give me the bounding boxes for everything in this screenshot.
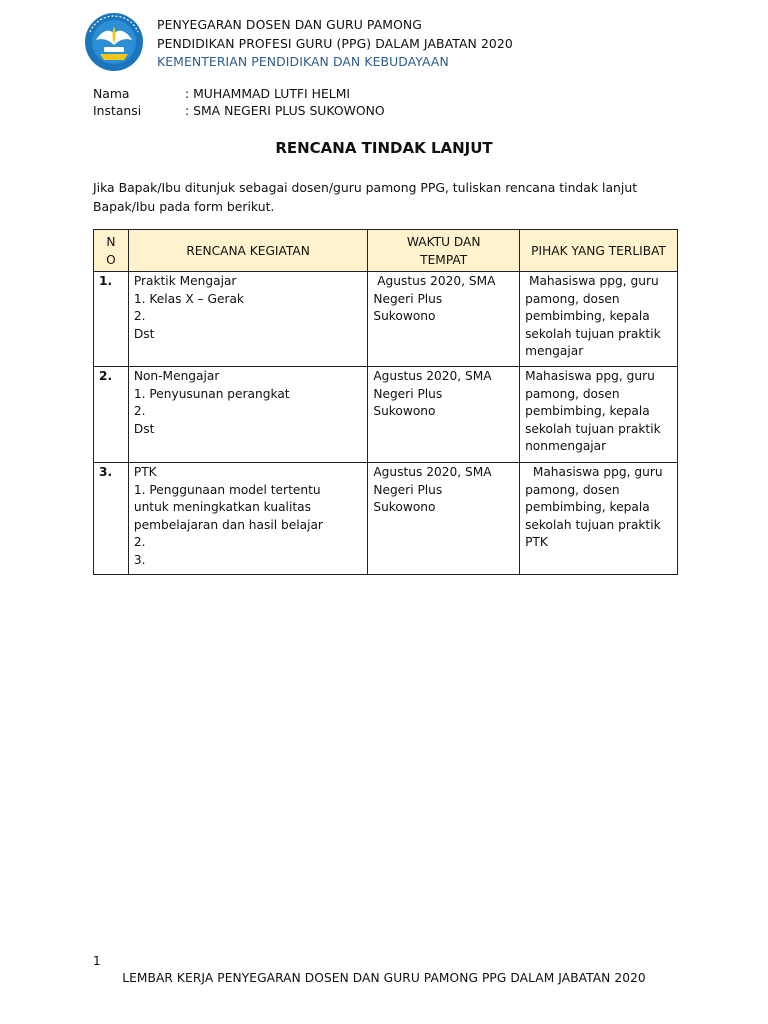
activity-cell-line: 1. Kelas X – Gerak — [133, 291, 244, 306]
header-ministry: KEMENTERIAN PENDIDIKAN DAN KEBUDAYAAN — [157, 54, 449, 69]
activity-cell — [128, 272, 367, 367]
header-no — [94, 230, 129, 272]
time-place-cell-line: Negeri Plus — [373, 291, 443, 306]
activity-cell-line: 1. Penggunaan model tertentu — [133, 482, 321, 497]
time-place-cell-line: Agustus 2020, SMA — [373, 274, 496, 288]
table-row — [94, 367, 678, 463]
parties-cell-line: pamong, dosen — [525, 386, 620, 401]
time-place-cell-line: Sukowono — [373, 309, 436, 324]
parties-cell-line: Mahasiswa ppg, guru — [525, 465, 663, 479]
header-time-place-line-2: TEMPAT — [420, 252, 468, 267]
identity-institution-row — [93, 103, 385, 118]
name-label: Nama — [93, 86, 130, 101]
header-line-1: PENYEGARAN DOSEN DAN GURU PAMONG — [157, 17, 422, 32]
institution-value: : SMA NEGERI PLUS SUKOWONO — [185, 103, 385, 118]
activity-cell — [128, 463, 367, 575]
time-place-cell — [368, 367, 520, 463]
parties-cell — [520, 272, 678, 367]
parties-cell-line: pembimbing, kepala — [525, 309, 650, 324]
parties-cell-line: nonmengajar — [525, 439, 607, 454]
activity-cell-line: 2. — [133, 309, 146, 324]
table-header-row — [94, 230, 678, 272]
time-place-cell — [368, 272, 520, 367]
parties-cell-line: pembimbing, kepala — [525, 500, 650, 515]
time-place-cell-line: Agustus 2020, SMA — [373, 369, 492, 383]
parties-cell — [520, 463, 678, 575]
parties-cell-line: sekolah tujuan praktik — [525, 326, 661, 341]
time-place-cell-line: Agustus 2020, SMA — [373, 465, 492, 479]
row-number: 2. — [94, 367, 129, 463]
time-place-cell-line: Sukowono — [373, 500, 436, 515]
activity-cell-line: Dst — [133, 326, 155, 341]
intro-paragraph: Jika Bapak/Ibu ditunjuk sebagai dosen/guru pamong PPG, tuliskan rencana tindak lanjut Bapak/Ibu pada form berikut. — [93, 180, 638, 214]
activity-cell-line: PTK — [133, 465, 157, 479]
footer-text: LEMBAR KERJA PENYEGARAN DOSEN DAN GURU PAMONG PPG DALAM JABATAN 2020 — [122, 971, 646, 985]
activity-cell-line: 1. Penyusunan perangkat — [133, 386, 290, 401]
time-place-cell-line: Negeri Plus — [373, 482, 443, 497]
page-number: 1 — [93, 954, 101, 968]
table-row — [94, 463, 678, 575]
time-place-cell — [368, 463, 520, 575]
parties-cell-line: mengajar — [525, 344, 584, 359]
tut-wuri-handayani-logo-icon — [82, 12, 146, 72]
parties-cell-line: sekolah tujuan praktik — [525, 421, 661, 436]
activity-cell-line: untuk meningkatkan kualitas — [133, 500, 311, 515]
header-time-place — [368, 230, 520, 272]
parties-cell-line: sekolah tujuan praktik — [525, 517, 661, 532]
institution-label: Instansi — [93, 103, 142, 118]
activity-cell-line: 2. — [133, 535, 146, 550]
header-activity: RENCANA KEGIATAN — [128, 230, 367, 272]
header-parties: PIHAK YANG TERLIBAT — [520, 230, 678, 272]
activity-cell — [128, 367, 367, 463]
row-number: 3. — [94, 463, 129, 575]
parties-cell-line: pamong, dosen — [525, 291, 620, 306]
parties-cell-line: pamong, dosen — [525, 482, 620, 497]
parties-cell-line: pembimbing, kepala — [525, 404, 650, 419]
header-time-place-line-1: WAKTU DAN — [406, 234, 481, 249]
activity-cell-line: pembelajaran dan hasil belajar — [133, 517, 323, 532]
activity-cell-line: Dst — [133, 421, 155, 436]
parties-cell — [520, 367, 678, 463]
parties-cell-line: Mahasiswa ppg, guru — [525, 274, 659, 288]
time-place-cell-line: Sukowono — [373, 404, 436, 419]
header-line-2: PENDIDIKAN PROFESI GURU (PPG) DALAM JABATAN 2020 — [157, 36, 513, 51]
page-title: RENCANA TINDAK LANJUT — [275, 139, 493, 157]
activity-cell-line: 3. — [133, 552, 146, 567]
header-no-line-2: O — [106, 252, 116, 267]
table-body — [94, 272, 678, 575]
identity-name-row — [93, 86, 350, 101]
activity-cell-line: 2. — [133, 404, 146, 419]
parties-cell-line: PTK — [525, 535, 548, 550]
plan-table — [93, 229, 678, 575]
time-place-cell-line: Negeri Plus — [373, 386, 443, 401]
parties-cell-line: Mahasiswa ppg, guru — [525, 369, 655, 383]
activity-cell-line: Non-Mengajar — [133, 369, 220, 383]
row-number: 1. — [94, 272, 129, 367]
table-row — [94, 272, 678, 367]
header-no-line-1: N — [106, 234, 116, 249]
name-value: : MUHAMMAD LUTFI HELMI — [185, 86, 351, 101]
activity-cell-line: Praktik Mengajar — [133, 274, 237, 288]
